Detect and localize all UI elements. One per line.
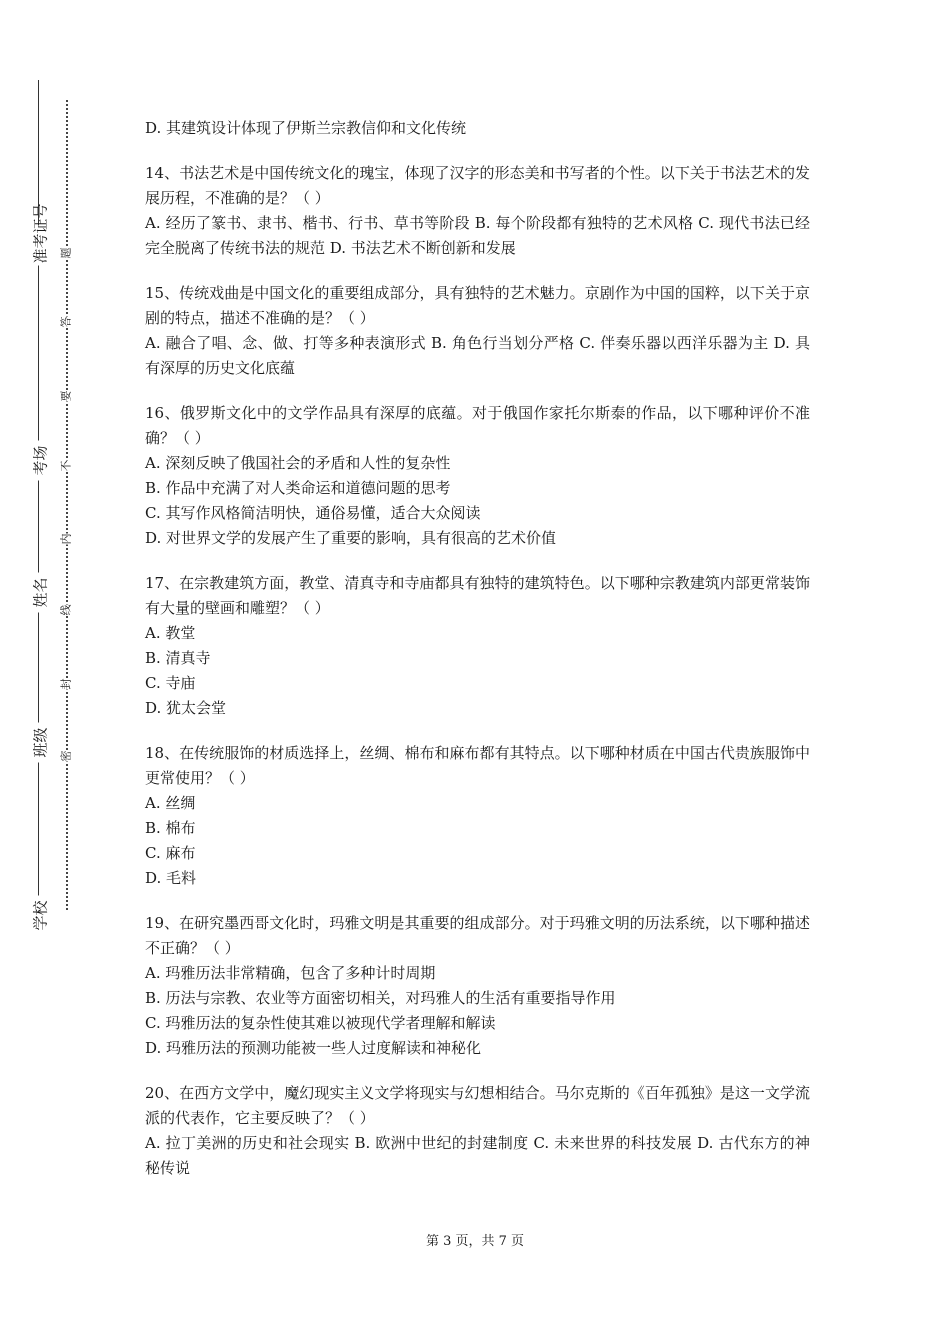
- warning-char-nei: 内: [57, 534, 75, 545]
- option-d: D. 毛料: [145, 869, 197, 887]
- question-stem: 17、在宗教建筑方面，教堂、清真寺和寺庙都具有独特的建筑特色。以下哪种宗教建筑内部更常装饰有大量的壁画和雕塑？（ ）: [145, 574, 810, 617]
- warning-char-mi: 密: [57, 751, 75, 762]
- question-17: [145, 571, 810, 721]
- page-footer: 第 3 页，共 7 页: [425, 1234, 525, 1249]
- option-d: D. 对世界文学的发展产生了重要的影响，具有很高的艺术价值: [145, 529, 557, 547]
- question-13: [145, 116, 810, 141]
- question-15: [145, 281, 810, 381]
- warning-char-feng: 封: [57, 679, 75, 690]
- question-options: A. 经历了篆书、隶书、楷书、行书、草书等阶段 B. 每个阶段都有独特的艺术风格 C. 现代书法已经完全脱离了传统书法的规范 D. 书法艺术不断创新和发展: [145, 214, 810, 257]
- question-stem: 15、传统戏曲是中国文化的重要组成部分，具有独特的艺术魅力。京剧作为中国的国粹，以下关于京剧的特点，描述不准确的是？（ ）: [145, 284, 810, 327]
- question-stem: 18、在传统服饰的材质选择上，丝绸、棉布和麻布都有其特点。以下哪种材质在中国古代贵族服饰中更常使用？（ ）: [145, 744, 810, 787]
- question-options: A. 融合了唱、念、做、打等多种表演形式 B. 角色行当划分严格 C. 伴奏乐器以西洋乐器为主 D. 具有深厚的历史文化底蕴: [145, 334, 810, 377]
- question-18: [145, 741, 810, 891]
- question-14: [145, 161, 810, 261]
- question-19: [145, 911, 810, 1061]
- option-a: A. 玛雅历法非常精确，包含了多种计时周期: [145, 964, 436, 982]
- binding-dotted-line: [66, 100, 68, 910]
- question-20: [145, 1081, 810, 1181]
- option-d: D. 其建筑设计体现了伊斯兰宗教信仰和文化传统: [145, 119, 467, 137]
- option-b: B. 清真寺: [145, 649, 211, 667]
- option-c: C. 玛雅历法的复杂性使其难以被现代学者理解和解读: [145, 1014, 496, 1032]
- option-c: C. 寺庙: [145, 674, 196, 692]
- option-d: D. 玛雅历法的预测功能被一些人过度解读和神秘化: [145, 1039, 482, 1057]
- question-options: A. 拉丁美洲的历史和社会现实 B. 欧洲中世纪的封建制度 C. 未来世界的科技发展 D. 古代东方的神秘传说: [145, 1134, 810, 1177]
- question-stem: 19、在研究墨西哥文化时，玛雅文明是其重要的组成部分。对于玛雅文明的历法系统，以下哪种描述不正确？（ ）: [145, 914, 810, 957]
- class-label: 班级: [30, 723, 51, 763]
- option-b: B. 棉布: [145, 819, 196, 837]
- question-16: [145, 401, 810, 551]
- warning-char-xian: 线: [57, 605, 75, 616]
- option-a: A. 丝绸: [145, 794, 196, 812]
- warning-char-bu: 不: [57, 461, 75, 472]
- binding-margin: [10, 80, 90, 940]
- warning-char-yao: 要: [57, 391, 75, 402]
- question-stem: 20、在西方文学中，魔幻现实主义文学将现实与幻想相结合。马尔克斯的《百年孤独》是这一文学流派的代表作，它主要反映了？（ ）: [145, 1084, 810, 1127]
- option-b: B. 历法与宗教、农业等方面密切相关，对玛雅人的生活有重要指导作用: [145, 989, 616, 1007]
- student-name-label: 姓名: [30, 573, 51, 613]
- warning-char-ti: 题: [57, 248, 75, 259]
- option-c: C. 麻布: [145, 844, 196, 862]
- exam-room-label: 考场: [30, 441, 51, 481]
- question-list: [145, 116, 810, 1201]
- option-d: D. 犹太会堂: [145, 699, 227, 717]
- option-a: A. 教堂: [145, 624, 196, 642]
- school-label: 学校: [30, 896, 51, 936]
- exam-number-label: 准考证号: [31, 203, 50, 264]
- question-stem: 14、书法艺术是中国传统文化的瑰宝，体现了汉字的形态美和书写者的个性。以下关于书法艺术的发展历程，不准确的是？（ ）: [145, 164, 810, 207]
- option-a: A. 深刻反映了俄国社会的矛盾和人性的复杂性: [145, 454, 451, 472]
- warning-char-da: 答: [57, 317, 75, 328]
- option-c: C. 其写作风格简洁明快，通俗易懂，适合大众阅读: [145, 504, 481, 522]
- option-b: B. 作品中充满了对人类命运和道德问题的思考: [145, 479, 451, 497]
- question-stem: 16、俄罗斯文化中的文学作品具有深厚的底蕴。对于俄国作家托尔斯泰的作品，以下哪种评价不准确？（ ）: [145, 404, 810, 447]
